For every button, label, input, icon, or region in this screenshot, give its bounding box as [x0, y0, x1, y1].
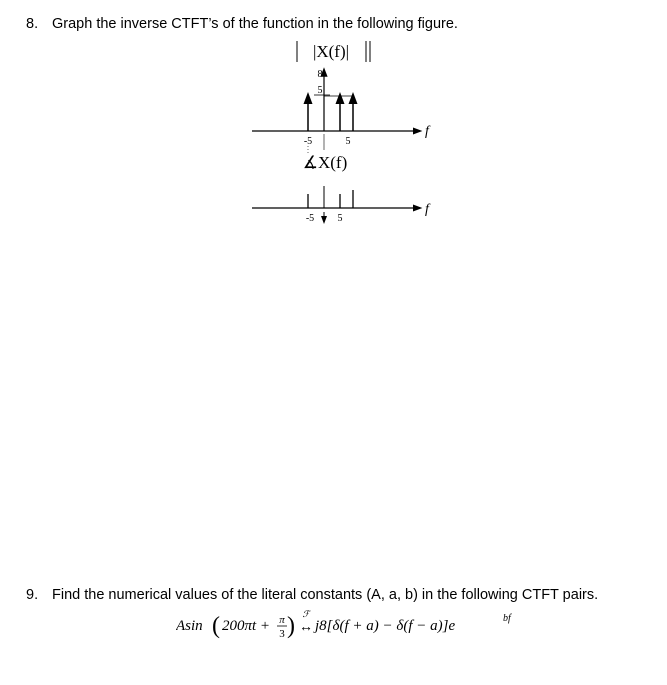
- phase-xtick-neg5: -5: [305, 213, 315, 224]
- question-8-text: Graph the inverse CTFT’s of the function in the following figure.: [52, 16, 458, 32]
- equation-lhs: Asin: [176, 618, 203, 634]
- equation-arrow: ↔: [299, 620, 313, 635]
- phase-title: [303, 153, 348, 172]
- equation-arg-main: 200πt +: [222, 618, 271, 634]
- ctft-pair-equation: [176, 603, 536, 643]
- magnitude-xtick-pos5: 5: [345, 136, 351, 147]
- question-9: [26, 587, 598, 603]
- phase-f-label: f: [425, 202, 429, 217]
- equation-open-paren: (: [212, 613, 220, 639]
- equation-frac-num: π: [279, 614, 285, 626]
- equation-exponent: bf: [503, 613, 511, 624]
- phase-title-text: ∡X(f): [302, 153, 348, 172]
- question-9-text: Find the numerical values of the literal constants (A, a, b) in the following CTFT pairs.: [52, 587, 599, 603]
- question-8: [26, 16, 458, 32]
- magnitude-tick-5: 5: [317, 85, 323, 96]
- equation-close-paren: ): [287, 613, 295, 639]
- magnitude-f-label: f: [425, 124, 429, 139]
- phase-xtick-pos5: 5: [337, 213, 343, 224]
- equation-transform-symbol: ℱ: [302, 609, 310, 619]
- question-9-number: 9.: [26, 587, 39, 603]
- magnitude-title: [297, 41, 370, 62]
- magnitude-title-text: |X(f)|: [312, 42, 350, 61]
- ctft-figure: [240, 36, 440, 236]
- magnitude-tick-8: 8: [317, 69, 323, 80]
- equation-frac-den: 3: [279, 628, 285, 640]
- magnitude-xtick-neg5: -5: [303, 136, 313, 147]
- question-8-number: 8.: [26, 16, 39, 32]
- equation-rhs: j8[δ(f + a) − δ(f − a)]e: [315, 618, 456, 634]
